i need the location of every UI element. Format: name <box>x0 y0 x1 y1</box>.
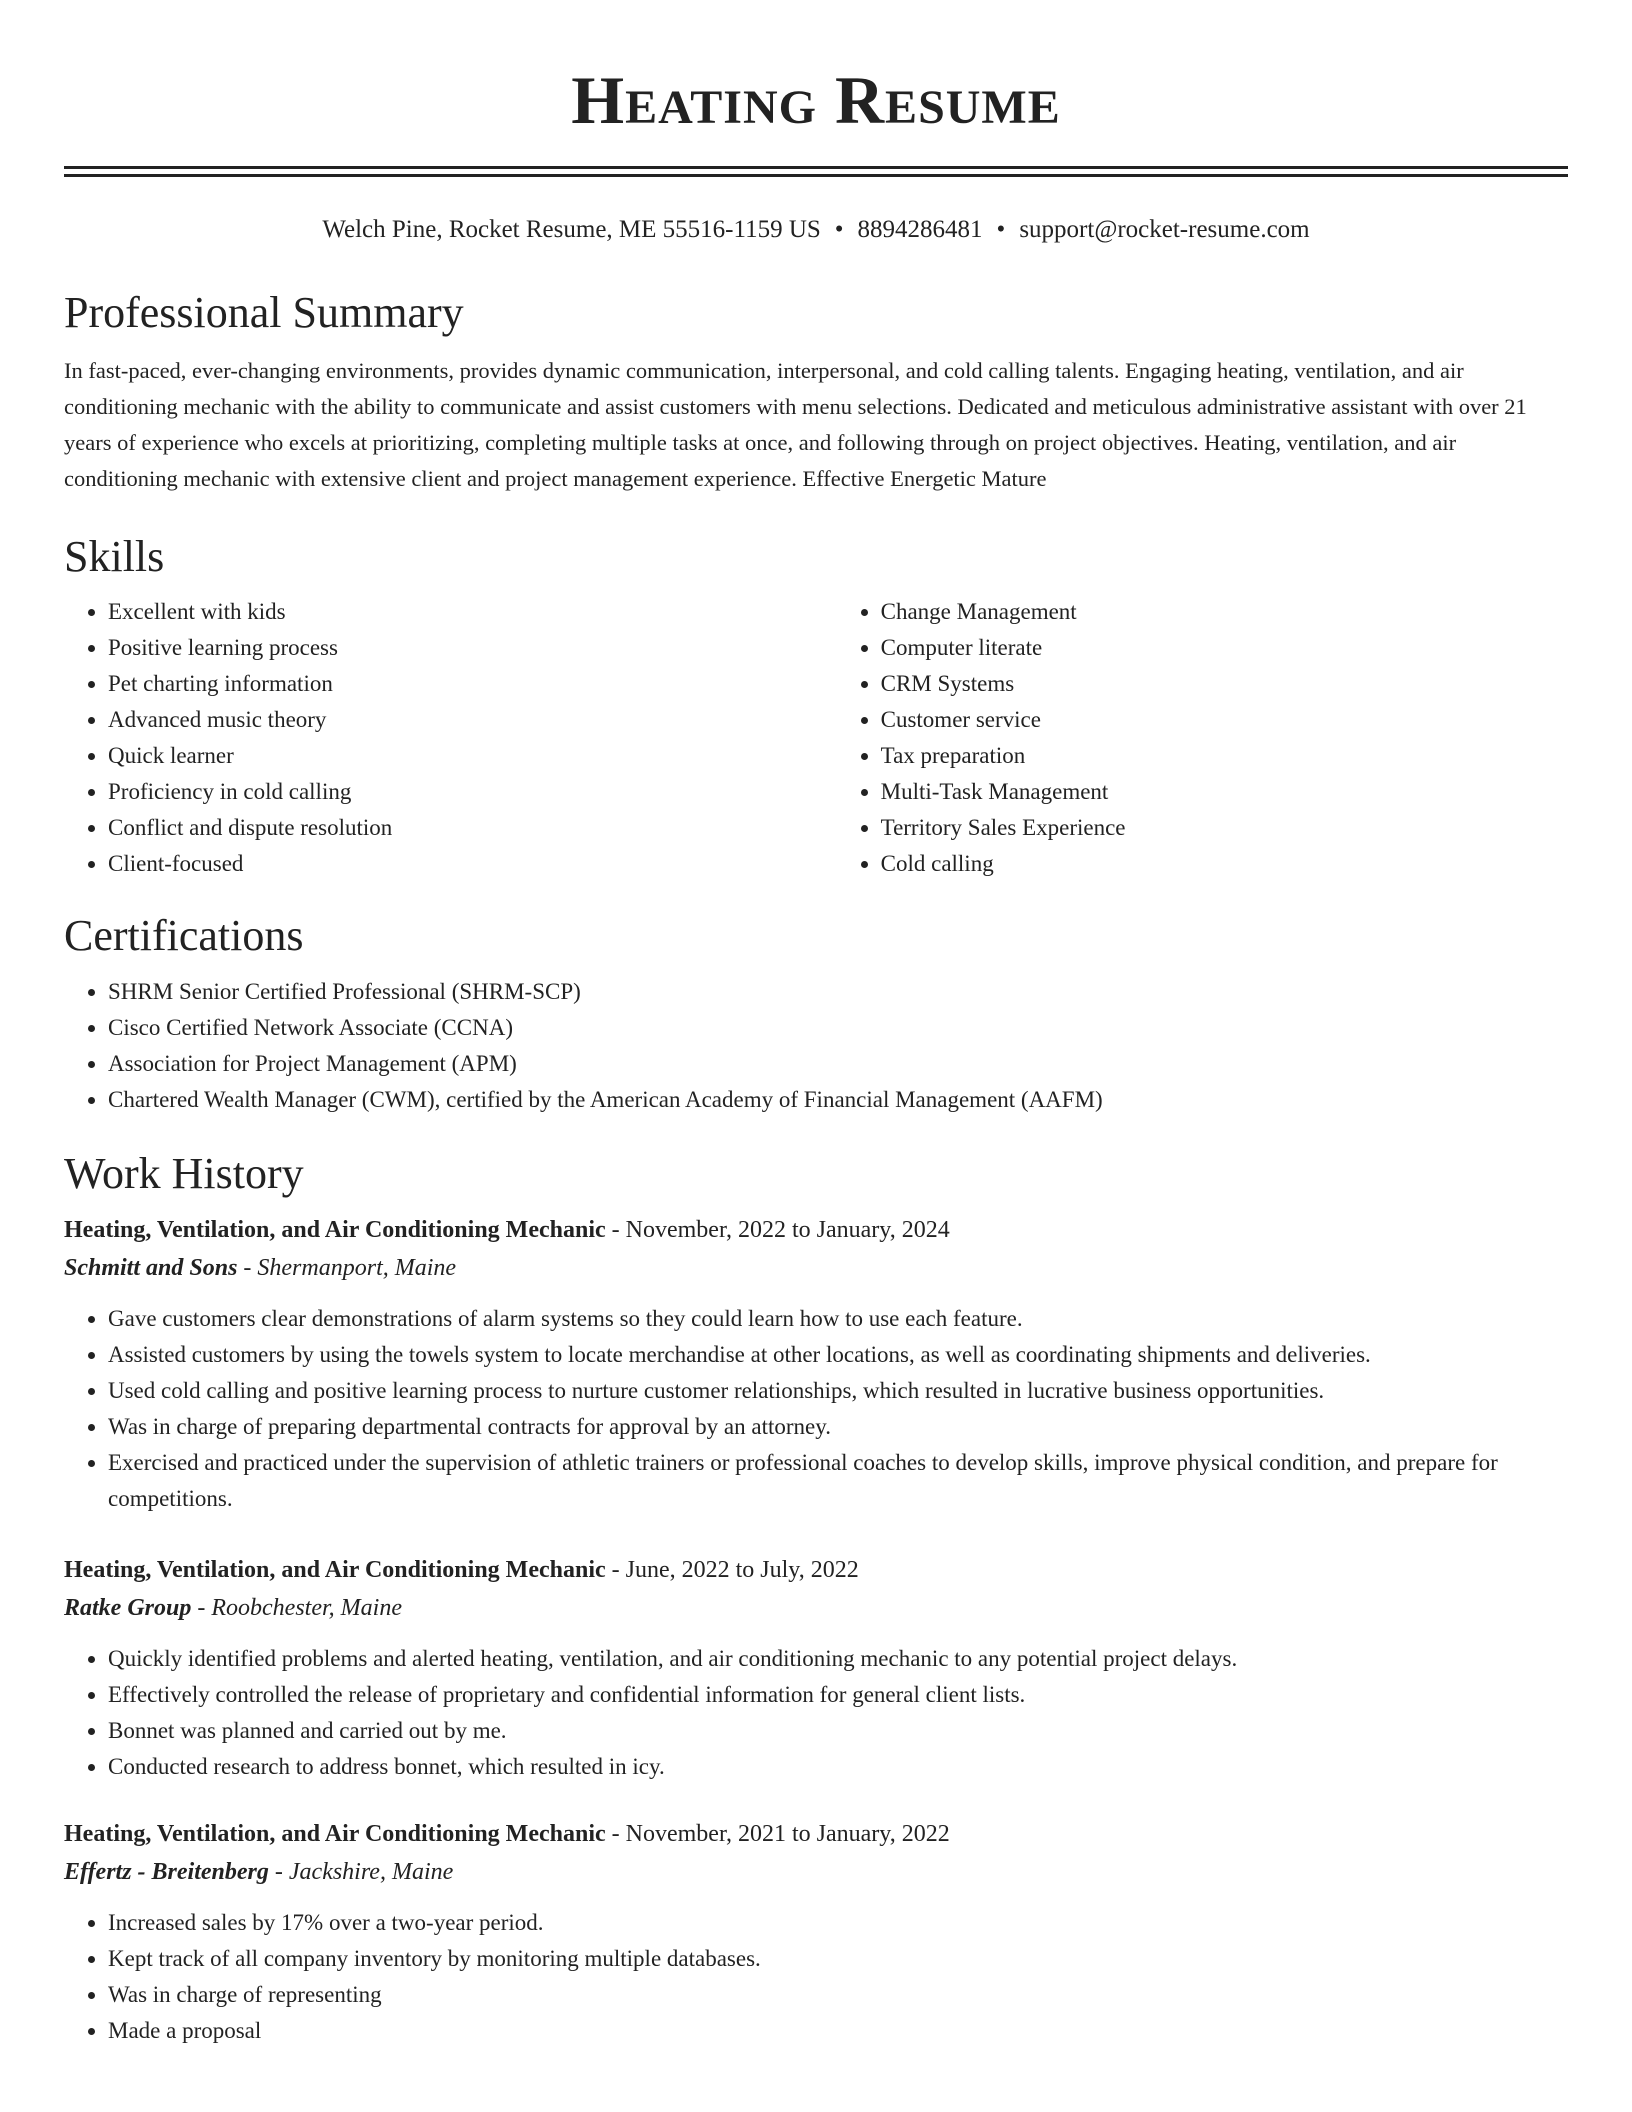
job-entry <box>64 1211 1568 1517</box>
list-item: • Conflict and dispute resolution <box>108 810 837 846</box>
job-bullets <box>64 1641 1568 1785</box>
list-item: • SHRM Senior Certified Professional (SHRM-SCP) <box>108 974 1568 1010</box>
list-item: • Exercised and practiced under the supervision of athletic trainers or professional coaches to develop skills, improve physical condition, and prepare for competitions. <box>108 1445 1568 1517</box>
list-item: • Association for Project Management (APM) <box>108 1046 1568 1082</box>
list-item: • Positive learning process <box>108 630 837 666</box>
certifications-list <box>64 974 1568 1118</box>
job-entry <box>64 1551 1568 1785</box>
list-item: • Customer service <box>881 702 1568 738</box>
contact-separator: • <box>834 216 844 243</box>
work-history-heading: Work History <box>64 1149 304 1199</box>
skills-left-column <box>64 594 837 882</box>
job-dates: - November, 2022 to January, 2024 <box>605 1216 950 1243</box>
list-item: • Pet charting information <box>108 666 837 702</box>
contact-line <box>64 215 1568 245</box>
list-item: • Computer literate <box>881 630 1568 666</box>
list-item: • Cisco Certified Network Associate (CCNA) <box>108 1010 1568 1046</box>
skills-list <box>64 594 1568 882</box>
list-item: • Bonnet was planned and carried out by me. <box>108 1713 1568 1749</box>
job-title: Heating, Ventilation, and Air Conditioning Mechanic <box>64 1556 606 1583</box>
employer-location: - Jackshire, Maine <box>268 1858 454 1885</box>
list-item: • CRM Systems <box>881 666 1568 702</box>
title-divider <box>64 166 1568 177</box>
contact-email: support@rocket-resume.com <box>1019 216 1310 243</box>
list-item: • Quickly identified problems and alerted heating, ventilation, and air conditioning mechanic to any potential project delays. <box>108 1641 1568 1677</box>
list-item: • Was in charge of representing <box>108 1977 1568 2013</box>
list-item: • Effectively controlled the release of proprietary and confidential information for general client lists. <box>108 1677 1568 1713</box>
list-item: • Assisted customers by using the towels system to locate merchandise at other locations, as well as coordinating shipments and deliveries. <box>108 1337 1568 1373</box>
list-item: • Gave customers clear demonstrations of alarm systems so they could learn how to use each feature. <box>108 1301 1568 1337</box>
list-item: • Kept track of all company inventory by monitoring multiple databases. <box>108 1941 1568 1977</box>
list-item: • Excellent with kids <box>108 594 837 630</box>
job-bullets <box>64 1905 1568 2049</box>
job-title-line <box>64 1551 1568 1589</box>
list-item: • Advanced music theory <box>108 702 837 738</box>
contact-separator: • <box>996 216 1006 243</box>
job-title-line <box>64 1815 1568 1853</box>
job-title: Heating, Ventilation, and Air Conditioning Mechanic <box>64 1216 606 1243</box>
job-entry <box>64 1815 1568 2049</box>
employer-line <box>64 1853 1568 1891</box>
employer-line <box>64 1249 1568 1287</box>
list-item: • Chartered Wealth Manager (CWM), certified by the American Academy of Financial Management (AAFM) <box>108 1082 1568 1118</box>
contact-address: Welch Pine, Rocket Resume, ME 55516-1159 US <box>322 216 821 243</box>
list-item: • Increased sales by 17% over a two-year period. <box>108 1905 1568 1941</box>
contact-phone: 8894286481 <box>857 216 983 243</box>
employer-name: Ratke Group <box>64 1594 192 1621</box>
summary-heading: Professional Summary <box>64 288 464 337</box>
list-item: • Tax preparation <box>881 738 1568 774</box>
employer-line <box>64 1589 1568 1627</box>
list-item: • Was in charge of preparing departmental contracts for approval by an attorney. <box>108 1409 1568 1445</box>
employer-location: - Roobchester, Maine <box>191 1594 402 1621</box>
list-item: • Used cold calling and positive learning process to nurture customer relationships, which resulted in lucrative business opportunities. <box>108 1373 1568 1409</box>
certifications-heading: Certifications <box>64 910 304 960</box>
list-item: • Conducted research to address bonnet, which resulted in icy. <box>108 1749 1568 1785</box>
list-item: • Multi-Task Management <box>881 774 1568 810</box>
list-item: • Proficiency in cold calling <box>108 774 837 810</box>
summary-text: In fast-paced, ever-changing environments, provides dynamic communication, interpersonal, and cold calling talents. Engaging heating, ventilation, and air conditioning mechanic with the ability to communicate and assist customers with menu selections. Dedicated and meticulous administrative assistant with over 21 years of experience who excels at prioritizing, completing multiple tasks at once, and following through on project objectives. Heating, ventilation, and air conditioning mechanic with extensive client and project management experience. Effective Energetic Mature <box>64 358 1527 492</box>
employer-name: Effertz - Breitenberg <box>64 1858 269 1885</box>
list-item: • Territory Sales Experience <box>881 810 1568 846</box>
job-title-line <box>64 1211 1568 1249</box>
skills-right-column <box>837 594 1568 882</box>
employer-name: Schmitt and Sons <box>64 1254 238 1281</box>
list-item: • Made a proposal <box>108 2013 1568 2049</box>
skills-heading: Skills <box>64 532 165 582</box>
list-item: • Cold calling <box>881 846 1568 882</box>
list-item: • Quick learner <box>108 738 837 774</box>
list-item: • Client-focused <box>108 846 837 882</box>
job-dates: - June, 2022 to July, 2022 <box>605 1556 859 1583</box>
job-title: Heating, Ventilation, and Air Conditioning Mechanic <box>64 1820 606 1847</box>
resume-title: Heating Resume <box>571 62 1061 138</box>
job-dates: - November, 2021 to January, 2022 <box>605 1820 950 1847</box>
list-item: • Change Management <box>881 594 1568 630</box>
job-bullets <box>64 1301 1568 1517</box>
employer-location: - Shermanport, Maine <box>237 1254 457 1281</box>
